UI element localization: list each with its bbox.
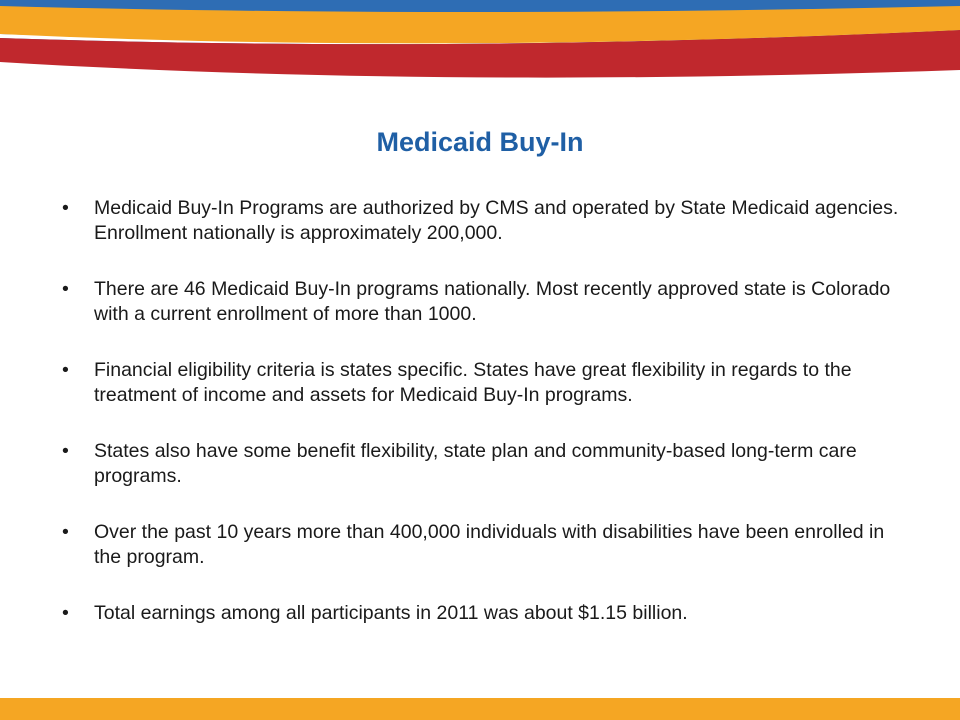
bullet-item	[62, 196, 902, 246]
bullet-dot: •	[62, 359, 69, 381]
bullet-text: Medicaid Buy-In Programs are authorized by CMS and operated by State Medicaid agencies. Enrollment nationally is approximately 200,000.	[94, 197, 899, 244]
bullet-list	[62, 196, 902, 657]
bullet-dot: •	[62, 602, 69, 624]
bullet-dot: •	[62, 440, 69, 462]
bullet-item	[62, 277, 902, 327]
footer-orange-bar	[0, 698, 960, 720]
bullet-item	[62, 358, 902, 408]
bullet-text: Financial eligibility criteria is states specific. States have great flexibility in regards to the treatment of income and assets for Medicaid Buy-In programs.	[94, 359, 852, 406]
bullet-text: States also have some benefit flexibility, state plan and community-based long-term care programs.	[94, 440, 857, 487]
bullet-text: Over the past 10 years more than 400,000 individuals with disabilities have been enrolled in the program.	[94, 521, 885, 568]
bullet-text: There are 46 Medicaid Buy-In programs nationally. Most recently approved state is Colorado with a current enrollment of more than 1000.	[94, 278, 891, 325]
bullet-text: Total earnings among all participants in 2011 was about $1.15 billion.	[94, 602, 688, 624]
bullet-item	[62, 520, 902, 570]
slide-title: Medicaid Buy-In	[376, 127, 584, 157]
bullet-dot: •	[62, 278, 69, 300]
bullet-dot: •	[62, 521, 69, 543]
bullet-item	[62, 439, 902, 489]
bullet-item	[62, 601, 902, 626]
header-swoosh-banner	[0, 0, 960, 90]
bullet-dot: •	[62, 197, 69, 219]
